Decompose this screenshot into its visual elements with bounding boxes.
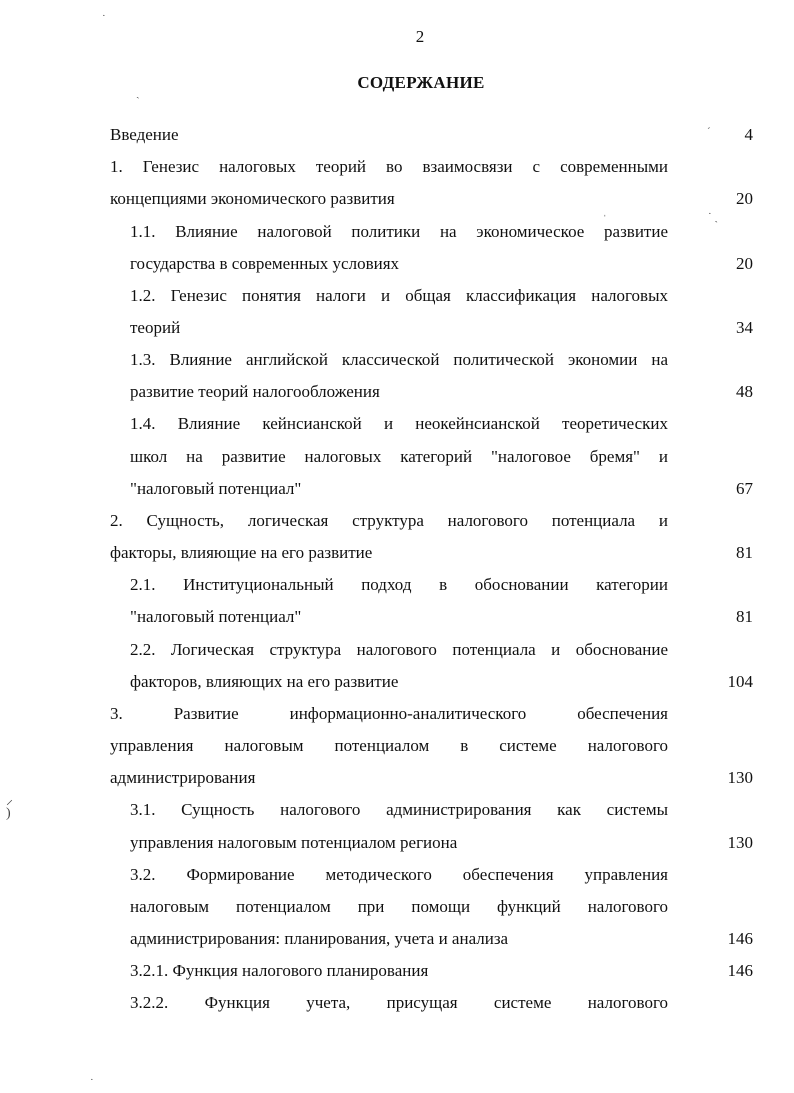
toc-entry-text: налоговым потенциалом при помощи функций налогового [130, 897, 668, 916]
scan-speck: ˌ [603, 205, 607, 217]
toc-entry-text: управления налоговым потенциалом региона [130, 833, 458, 852]
toc-entry-text: развитие теорий налогообложения [130, 382, 380, 401]
toc-entry-ch2-line2 [0, 541, 794, 565]
toc-entry-text: государства в современных условиях [130, 254, 400, 273]
scan-speck: ⸝ [6, 793, 13, 808]
toc-entry-s13-line1 [0, 348, 794, 372]
toc-entry-page: 146 [727, 929, 753, 948]
toc-entry-text: 1.3. Влияние английской классической политической экономии на [130, 350, 668, 369]
toc-entry-s14-line3 [0, 477, 794, 501]
toc-entry-text: 3.2. Формирование методического обеспечения управления [130, 865, 668, 884]
toc-entry-ch2-line1 [0, 509, 794, 533]
toc-entry-text: 3.2.1. Функция налогового планирования [130, 961, 429, 980]
toc-entry-page: 130 [727, 833, 753, 852]
scan-speck: ˙ [90, 1077, 94, 1089]
toc-entry-text: управления налоговым потенциалом в системе налогового [110, 736, 668, 755]
toc-entry-s322-line1 [0, 991, 794, 1015]
toc-entry-text: "налоговый потенциал" [130, 479, 302, 498]
toc-entry-s21-line2 [0, 605, 794, 629]
toc-entry-s32-line2 [0, 895, 794, 919]
toc-entry-text: Введение [110, 125, 179, 144]
toc-entry-page: 130 [727, 768, 753, 787]
toc-entry-s32-line3 [0, 927, 794, 951]
toc-entry-text: школ на развитие налоговых категорий "налоговое бремя" и [130, 447, 668, 466]
toc-entry-s12-line1 [0, 284, 794, 308]
toc-entry-page: 34 [736, 318, 753, 337]
toc-entry-text: 3.1. Сущность налогового администрирования как системы [130, 800, 668, 819]
toc-entry-s22-line2 [0, 670, 794, 694]
toc-entry-text: факторы, влияющие на его развитие [110, 543, 373, 562]
toc-entry-page: 20 [736, 254, 753, 273]
toc-entry-text: "налоговый потенциал" [130, 607, 302, 626]
toc-entry-page: 104 [727, 672, 753, 691]
toc-entry-page: 146 [727, 961, 753, 980]
toc-entry-text: концепциями экономического развития [110, 189, 395, 208]
toc-entry-s11-line1 [0, 220, 794, 244]
toc-entry-s31-line2 [0, 831, 794, 855]
scan-speck: ˎ [136, 87, 140, 99]
toc-entry-intro [0, 123, 794, 147]
toc-entry-s21-line1 [0, 573, 794, 597]
toc-entry-text: 3.2.2. Функция учета, присущая системе налогового [130, 993, 668, 1012]
toc-entry-s32-line1 [0, 863, 794, 887]
toc-entry-s12-line2 [0, 316, 794, 340]
toc-entry-ch3-line2 [0, 734, 794, 758]
toc-entry-text: теорий [130, 318, 181, 337]
toc-entry-ch1-line1 [0, 155, 794, 179]
toc-entry-s14-line1 [0, 412, 794, 436]
toc-entry-s14-line2 [0, 445, 794, 469]
toc-entry-text: 2.1. Институциональный подход в обосновании категории [130, 575, 668, 594]
toc-entry-text: администрирования [110, 768, 256, 787]
toc-entry-text: 3. Развитие информационно-аналитического обеспечения [110, 704, 668, 723]
scan-speck: ) [6, 806, 11, 821]
toc-entry-page: 48 [736, 382, 753, 401]
toc-entry-text: 2. Сущность, логическая структура налогового потенциала и [110, 511, 668, 530]
toc-entry-s31-line1 [0, 798, 794, 822]
toc-entry-text: 1.4. Влияние кейнсианской и неокейнсианской теоретических [130, 414, 668, 433]
toc-entry-text: 2.2. Логическая структура налогового потенциала и обоснование [130, 640, 668, 659]
toc-entry-text: 1.1. Влияние налоговой политики на экономическое развитие [130, 222, 668, 241]
page-title: СОДЕРЖАНИЕ [357, 73, 485, 92]
scan-speck: ˊ [707, 126, 711, 138]
toc-entry-page: 20 [736, 189, 753, 208]
toc-entry-text: 1. Генезис налоговых теорий во взаимосвязи с современными [110, 157, 668, 176]
scan-speck: ˙ [102, 13, 106, 25]
toc-entry-page: 81 [736, 543, 753, 562]
toc-entry-ch3-line3 [0, 766, 794, 790]
toc-entry-text: администрирования: планирования, учета и анализа [130, 929, 509, 948]
toc-entry-page: 67 [736, 479, 753, 498]
toc-entry-page: 81 [736, 607, 753, 626]
toc-entry-text: факторов, влияющих на его развитие [130, 672, 399, 691]
toc-entry-text: 1.2. Генезис понятия налоги и общая классификация налоговых [130, 286, 668, 305]
toc-entry-s22-line1 [0, 638, 794, 662]
toc-entry-page: 4 [744, 125, 753, 144]
toc-entry-s321 [0, 959, 794, 983]
toc-entry-ch1-line2 [0, 187, 794, 211]
scan-speck: ˙ ˏ [708, 211, 719, 223]
toc-entry-ch3-line1 [0, 702, 794, 726]
toc-entry-s13-line2 [0, 380, 794, 404]
page-number: 2 [415, 27, 425, 46]
toc-entry-s11-line2 [0, 252, 794, 276]
